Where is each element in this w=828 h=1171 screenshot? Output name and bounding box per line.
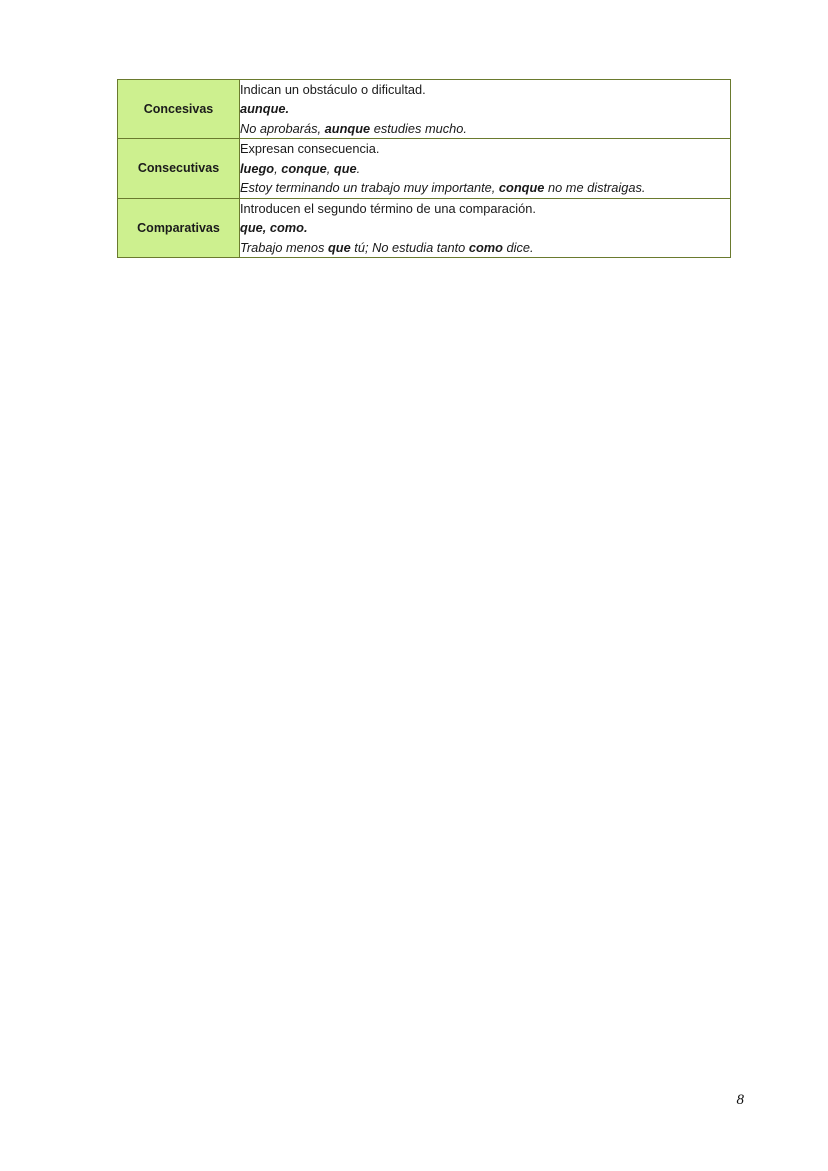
description-cell — [240, 198, 731, 257]
conjunction-line — [240, 159, 730, 178]
definition-line: Expresan consecuencia. — [240, 141, 380, 157]
example-highlight: aunque — [324, 120, 371, 136]
example-suffix: no me distraigas. — [544, 180, 646, 196]
conjunction-item: luego — [240, 160, 275, 176]
example-mid: tú; No estudia tanto — [350, 239, 469, 255]
example-suffix: dice. — [502, 239, 534, 255]
table-row — [118, 80, 731, 139]
example-highlight: que — [327, 239, 351, 255]
description-cell — [240, 80, 731, 139]
example-prefix: No aprobarás, — [240, 120, 325, 136]
conjunction-period: . — [356, 160, 361, 176]
category-cell: Comparativas — [118, 198, 240, 257]
table-row — [118, 139, 731, 198]
example-line — [240, 178, 730, 197]
example-suffix: estudies mucho. — [370, 120, 467, 136]
conjunction-separator: , — [274, 160, 282, 176]
category-cell: Concesivas — [118, 80, 240, 139]
conjunction-item: que — [333, 160, 357, 176]
conjunctions-table — [117, 79, 731, 258]
definition-line: Introducen el segundo término de una comparación. — [240, 200, 536, 216]
example-line — [240, 119, 730, 138]
definition-line: Indican un obstáculo o dificultad. — [240, 82, 426, 97]
conjunction-line: que, como. — [240, 220, 308, 236]
category-cell: Consecutivas — [118, 139, 240, 198]
conjunction-separator: , — [326, 160, 334, 176]
example-line — [240, 238, 730, 257]
example-prefix: Estoy terminando un trabajo muy importante, — [240, 180, 499, 196]
page-number: 8 — [736, 1092, 744, 1108]
example-highlight-2: como — [468, 239, 503, 255]
example-prefix: Trabajo menos — [240, 239, 328, 255]
conjunction-line: aunque. — [240, 101, 290, 117]
conjunction-item: conque — [281, 160, 327, 176]
description-cell — [240, 139, 731, 198]
table-row — [118, 198, 731, 257]
example-highlight: conque — [498, 180, 545, 196]
